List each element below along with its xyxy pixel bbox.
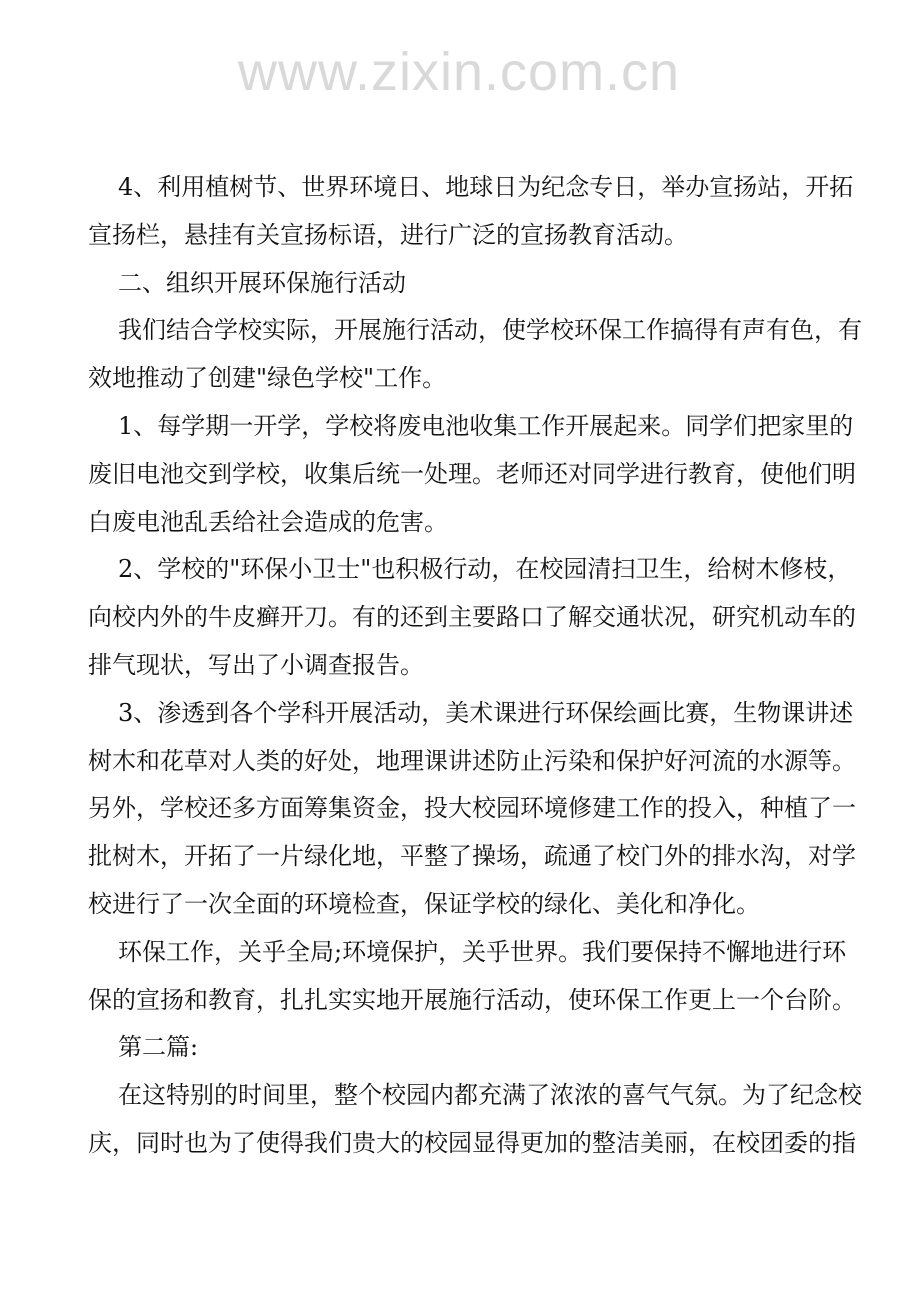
paragraph — [88, 1024, 830, 1072]
text-line: 白废电池乱丢给社会造成的危害。 — [88, 507, 448, 536]
text-line: 庆，同时也为了使得我们贵大的校园显得更加的整洁美丽，在校团委的指 — [88, 1128, 856, 1157]
text-line: 保的宣扬和教育，扎扎实实地开展施行活动，使环保工作更上一个台阶。 — [88, 985, 856, 1014]
text-line: 批树木，开拓了一片绿化地，平整了操场，疏通了校门外的排水沟，对学 — [88, 842, 856, 871]
text-line: 4、利用植树节、世界环境日、地球日为纪念专日，举办宣扬站，开拓 — [118, 173, 854, 201]
text-line: 环保工作，关乎全局;环境保护，关乎世界。我们要保持不懈地进行环 — [118, 937, 847, 966]
text-line: 2、学校的"环保小卫士"也积极行动，在校园清扫卫生，给树木修枝， — [118, 555, 852, 584]
text-line: 另外，学校还多方面筹集资金，投大校园环境修建工作的投入，种植了一 — [88, 794, 856, 823]
document-body — [88, 164, 862, 1168]
paragraph — [88, 164, 854, 260]
text-line: 我们结合学校实际，开展施行活动，使学校环保工作搞得有声有色，有 — [118, 316, 862, 345]
paragraph — [88, 929, 856, 1025]
text-line: 宣扬栏，悬挂有关宣扬标语，进行广泛的宣扬教育活动。 — [88, 220, 688, 249]
paragraph — [88, 403, 856, 546]
paragraph — [88, 690, 856, 929]
text-line: 效地推动了创建"绿色学校"工作。 — [88, 364, 447, 393]
text-line: 校进行了一次全面的环境检查，保证学校的绿化、美化和净化。 — [88, 889, 760, 918]
paragraph — [88, 546, 856, 689]
text-line: 第二篇: — [118, 1033, 199, 1062]
paragraph — [88, 1072, 862, 1168]
paragraph — [88, 307, 862, 403]
text-line: 在这特别的时间里，整个校园内都充满了浓浓的喜气气氛。为了纪念校 — [118, 1081, 862, 1110]
text-line: 排气现状，写出了小调查报告。 — [88, 650, 424, 679]
text-line: 树木和花草对人类的好处，地理课讲述防止污染和保护好河流的水源等。 — [88, 746, 856, 775]
text-line: 1、每学期一开学，学校将废电池收集工作开展起来。同学们把家里的 — [118, 411, 854, 440]
text-line: 二、组织开展环保施行活动 — [118, 268, 406, 297]
text-line: 废旧电池交到学校，收集后统一处理。老师还对同学进行教育，使他们明 — [88, 459, 856, 488]
paragraph — [88, 260, 830, 308]
text-line: 向校内外的牛皮癣开刀。有的还到主要路口了解交通状况，研究机动车的 — [88, 603, 856, 632]
text-line: 3、渗透到各个学科开展活动，美术课进行环保绘画比赛，生物课讲述 — [118, 698, 854, 727]
watermark: www.zixin.com.cn — [238, 42, 681, 102]
